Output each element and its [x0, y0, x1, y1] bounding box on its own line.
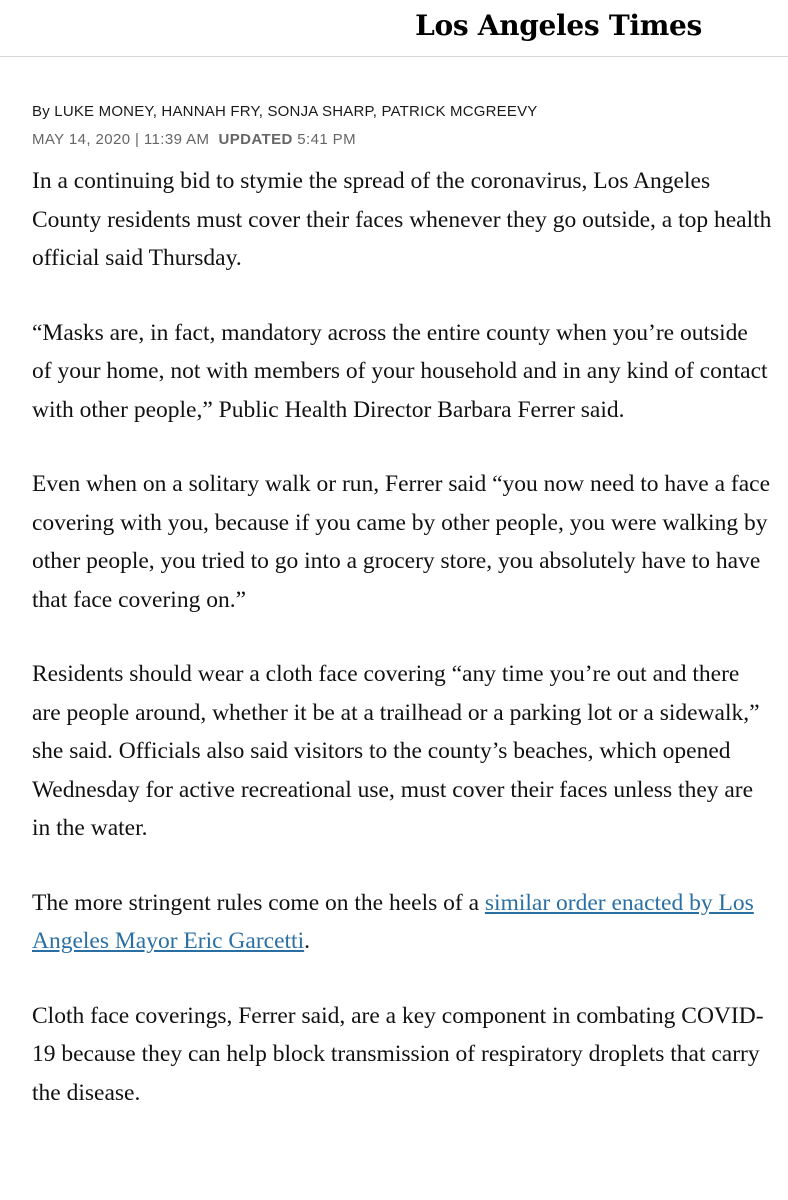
- article-paragraph-3: Even when on a solitary walk or run, Ferrer said “you now need to have a face covering with you, because if you came by other people, you were walking by other people, you tried to go into a grocery store, you absolutely have to have that face covering on.”: [32, 471, 771, 613]
- byline: By LUKE MONEY, HANNAH FRY, SONJA SHARP, PATRICK MCGREEVY: [32, 103, 538, 120]
- updated-timestamp: 5:41 PM: [297, 131, 356, 148]
- article: [32, 56, 772, 1148]
- paragraph-text: .: [304, 928, 310, 954]
- similar-order-link[interactable]: similar order enacted by Los Angeles Mayor Eric Garcetti: [32, 889, 754, 954]
- masthead: [0, 0, 788, 57]
- paragraph-text: The more stringent rules come on the heels of a: [32, 889, 485, 916]
- article-paragraph-5: [32, 884, 772, 961]
- article-paragraph-4: Residents should wear a cloth face covering “any time you’re out and there are people around, whether it be at a trailhead or a parking lot or a sidewalk,” she said. Officials also said visitors to the county’s beaches, which opened Wednesday for active recreational use, must cover their faces unless they are in the water.: [32, 661, 760, 841]
- updated-label: UPDATED: [218, 131, 293, 148]
- article-body: [32, 162, 772, 1112]
- published-timestamp: MAY 14, 2020 | 11:39 AM: [32, 131, 210, 148]
- article-paragraph-2: “Masks are, in fact, mandatory across the entire county when you’re outside of your home, not with members of your household and in any kind of contact with other people,” Public Health Director Barbara Ferrer said.: [32, 319, 768, 423]
- article-paragraph-1: In a continuing bid to stymie the spread of the coronavirus, Los Angeles County residents must cover their faces whenever they go outside, a top health official said Thursday.: [32, 168, 772, 271]
- site-logo[interactable]: Los Angeles Times: [415, 9, 702, 42]
- article-paragraph-6: Cloth face coverings, Ferrer said, are a key component in combating COVID-19 because they can help block transmission of respiratory droplets that carry the disease.: [32, 1002, 764, 1106]
- dateline: [32, 128, 772, 152]
